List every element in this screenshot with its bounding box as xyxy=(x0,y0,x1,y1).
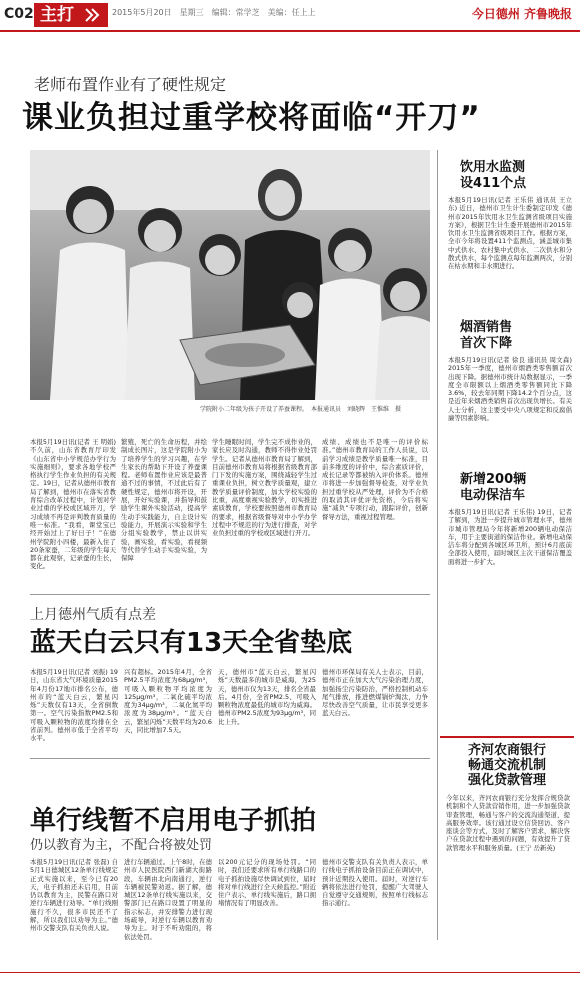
story1-headline: 课业负担过重学校将面临“开刀” xyxy=(22,100,481,136)
sidebar-item2-body: 本报5月19日讯(记者 徐良 通讯员 周文森) 2015年一季度，德州市烟酒类零售额首次出现下降。据德州市统计局数据显示，一季度全市限额以上烟酒类零售额同比下降3.6%，较去年同期下降14.2个百分点，这是近年来烟酒类销售首次出现负增长。有关人士分析，这主要受中央八项规定和反腐倡廉等因素影响。 xyxy=(448,356,572,423)
sidebar-item3-body: 本报5月19日讯(记者 王乐伟) 19日，记者了解到，为进一步提升城市管理水平，德州市城市管理局今年将新增200辆电动保洁车，用于主要街道的保洁作业。新增电动保洁车将分配到各城区环卫所，预计6月底前全部投入使用，届时城区主次干道保洁覆盖面将进一步扩大。 xyxy=(448,508,572,566)
header-rule xyxy=(0,30,580,32)
newspaper-brand: 今日德州 齐鲁晚报 xyxy=(471,7,572,21)
sidebar-item2-title-line2: 首次下降 xyxy=(460,336,513,351)
sidebar-box-body: 今年以来，齐河农商银行充分发挥合规贷款机制和个人贷款营销作用，进一步加强贷款审查管理，畅通与客户的交流沟通渠道，提高服务效率。该行通过设立信贷回访、客户座谈会等方式，及时了解客户需求，解决客户在贷款过程中遇到的问题，有效提升了贷款管理水平和服务质量。(王宁 岳新英) xyxy=(446,794,570,852)
story1-kicker: 老师布置作业有了硬性规定 xyxy=(34,75,227,94)
double-chevron-icon xyxy=(84,8,100,22)
story-divider xyxy=(30,594,430,595)
sidebar-box-title xyxy=(440,743,574,788)
story1-column-1: 本报5月19日讯(记者 王 明娟) 不久前，山东省教育厅印发《山东省中小学规范办学行为实施细则》，要求各地学校严格执行学生作业负担的有关规定。19日，记者从德州市教育局了解到，德州市在落实省教育综合改革过程中，计划对学业过重的学校或区域开刀，学习成绩不再是评判教育质量的唯一标准。“我看，课堂宝已经开始过上了好日子！”在德州学院附小四楼，最新入住了20条家蚕，二年级的学生每天都在此观察，记录蚕的生长，变化。 xyxy=(30,438,116,571)
sidebar-item3-title-line1: 新增200辆 xyxy=(460,472,527,487)
story3-subhead: 仍以教育为主，不配合将被处罚 xyxy=(30,838,213,853)
story3-column-4: 德州市交警支队有关负责人表示，单行线电子抓拍设备目前正在调试中，预计近期投入使用。届时，对逆行车辆将依法进行处罚，提醒广大驾驶人自觉遵守交通规则，按照单行线标志指示通行。 xyxy=(322,858,428,908)
story2-column-4: 德州市环保局有关人士表示，目前，德州市正在加大大气污染治理力度，加强扬尘污染防治，严格控制机动车尾气排放，推进燃煤锅炉淘汰，力争尽快改善空气质量，让市民享受更多蓝天白云。 xyxy=(322,668,428,718)
sidebar-box-title-line2: 畅通交流机制 xyxy=(467,758,546,773)
story2-column-1: 本报5月19日讯(记者 刘振) 19日，山东省大气环境质量2015年4月份17地市排名公布，德州市的“蓝天白云，繁星闪烁”天数仅有13天，全省倒数第一。空气污染指数PM2.5和可吸入颗粒物的浓度均排在全省前列。德州市低于全省平均水平。 xyxy=(30,668,118,743)
story2-column-2: 兴有超标。2015年4月，全省PM2.5平均浓度为68μg/m³，可吸入颗粒物平均浓度为125μg/m³，二氧化硫平均浓度为34μg/m³，二氧化氮平均浓度为38μg/m³。“蓝天白云，繁星闪烁”天数平均为20.6天，同比增加7.5天。 xyxy=(124,668,212,735)
sidebar-item2-title-line1: 烟酒销售 xyxy=(460,320,513,335)
story2-headline: 蓝天白云只有13天全省垫底 xyxy=(30,628,353,658)
story3-column-2: 进行车辆通过。上午8时，在德州市人民医院西门新湖大街路段，车辆由北向南通行，逆行车辆被民警劝返。据了解，德城区12条单行线实施以来，交警部门已在路口设置了明显的指示标志，并安排警力进行现场疏导，对逆行车辆以教育劝导为主。对于不听劝阻的，将依法处罚。 xyxy=(124,858,212,941)
story2-kicker: 上月德州气质有点差 xyxy=(30,607,156,623)
story3-headline: 单行线暂不启用电子抓拍 xyxy=(30,806,317,836)
sidebar-item1-title-line2: 设411个点 xyxy=(460,176,527,191)
story1-column-4: 成绩、成绩也不是唯一的评价标准。”德州市教育局的工作人员说，以前学习成绩是教学质量唯一标准，目前多维度的评价中，综合素质评价，成长记录等都被纳入评价体系。德州市将进一步加强督导检查，对学业负担过重学校从严处理，评价为不合格的取消其评优评先资格，今后将实施“减负”专项行动，跟踪评价，创新督导方法，重视过程管理。 xyxy=(322,438,428,521)
sidebar-item1-title xyxy=(460,160,526,192)
sidebar-box xyxy=(440,736,574,964)
story3-column-3: 以200元记分的现场处罚。“同时，我们还要求所有单行线路口的电子抓拍设施尽快调试到位，届时将对单行线进行全天候监控。”附近住户表示，单行线实施后，路口拥堵情况有了明显改善。 xyxy=(218,858,316,908)
sidebar-item3-title-line2: 电动保洁车 xyxy=(460,488,526,503)
photo-caption: 学院附小二年级为孩子开设了养蚕课程。 本报通讯员 刘晓辉 王惟维 摄 xyxy=(200,406,402,413)
sidebar-item2-title xyxy=(460,320,512,352)
sidebar-item1-body: 本报5月19日讯(记者 王乐伟 通讯员 王立东) 近日，德州市卫生计生委制定印发《德州市2015年饮用水卫生监测省级项目实施方案》，根据卫生计生委开展德州市2015年饮用水卫生监测省级项目工作。根据方案，全市今年将设置411个监测点，涵盖城市集中式供水、农村集中式供水、二次供水和分散式供水，每个监测点每年监测两次，分别在枯水期和丰水期进行。 xyxy=(448,196,572,271)
story3-column-1: 本报5月19日讯(记者 张磊) 自5月1日德城区12条单行线规定正式实施以来，至今已有20天，电子抓拍还未启用，目前仍以教育为主，民警在路口对逆行车辆进行劝导。“单行线刚施行不久，很多市民还不了解，所以我们以劝导为主。”德州市交警支队有关负责人说。 xyxy=(30,858,118,933)
story1-photo xyxy=(30,150,430,400)
sidebar-box-title-line3: 强化贷款管理 xyxy=(467,773,546,788)
sidebar-item1-title-line1: 饮用水监测 xyxy=(460,160,526,175)
page-number: C02 xyxy=(4,6,34,22)
page-header xyxy=(0,0,580,32)
story-divider-2 xyxy=(30,758,430,759)
sidebar-box-title-line1: 齐河农商银行 xyxy=(467,743,546,758)
story1-column-3: 学生睡眠时间，学生完不成作业的，家长应及时沟通，教师不得作业处罚学生。记者从德州市教育局了解到，目前德州市教育局将根据省级教育部门下发的实施方案，围绕减轻学生过重课业负担，树立教学质量观，建立教学质量评价制度，加大学校实验的比重，高度重视实验教学，切实推进素质教育，学校要按照德州市教育局的要求，根据省级督导对中小学办学过程中不规范的行为进行排查，对学业负担过重的学校或区域进行开刀。 xyxy=(212,438,317,538)
sidebar-item3-title xyxy=(460,472,526,504)
section-tab: 主打 xyxy=(34,3,108,27)
issue-info: 2015年5月20日 星期三 编辑：常学芝 美编：任上上 xyxy=(112,8,316,17)
story2-column-3: 天，德州市“蓝天白云，繁星闪烁”天数最多的城市是威海，为25天，德州市仅为13天，排名全省最后。4月份，全省PM2.5、可吸入颗粒物浓度最低的城市均为威海。德州市PM2.5浓度为93μg/m³，同比上升。 xyxy=(218,668,316,726)
column-divider xyxy=(437,150,438,940)
story1-column-2: 繁殖，死亡的生命历程，并绘制成长图片，这是学院附小为了培养学生的学习兴趣，在学生家长的帮助下开设了养蚕课程。老师布置作业应该是最普通不过的事情，不过此后有了硬性规定，德州市将开设，开展，开好实验课，并指导和鼓励学生课外实验活动，提高学生动手实践能力，自主设计实验能力，开展演示实验和学生分组实验教学，禁止以讲实验，画实验，看实验，看视频等代替学生动手实验实验，为保障 xyxy=(121,438,207,563)
footer-rule xyxy=(0,972,580,973)
